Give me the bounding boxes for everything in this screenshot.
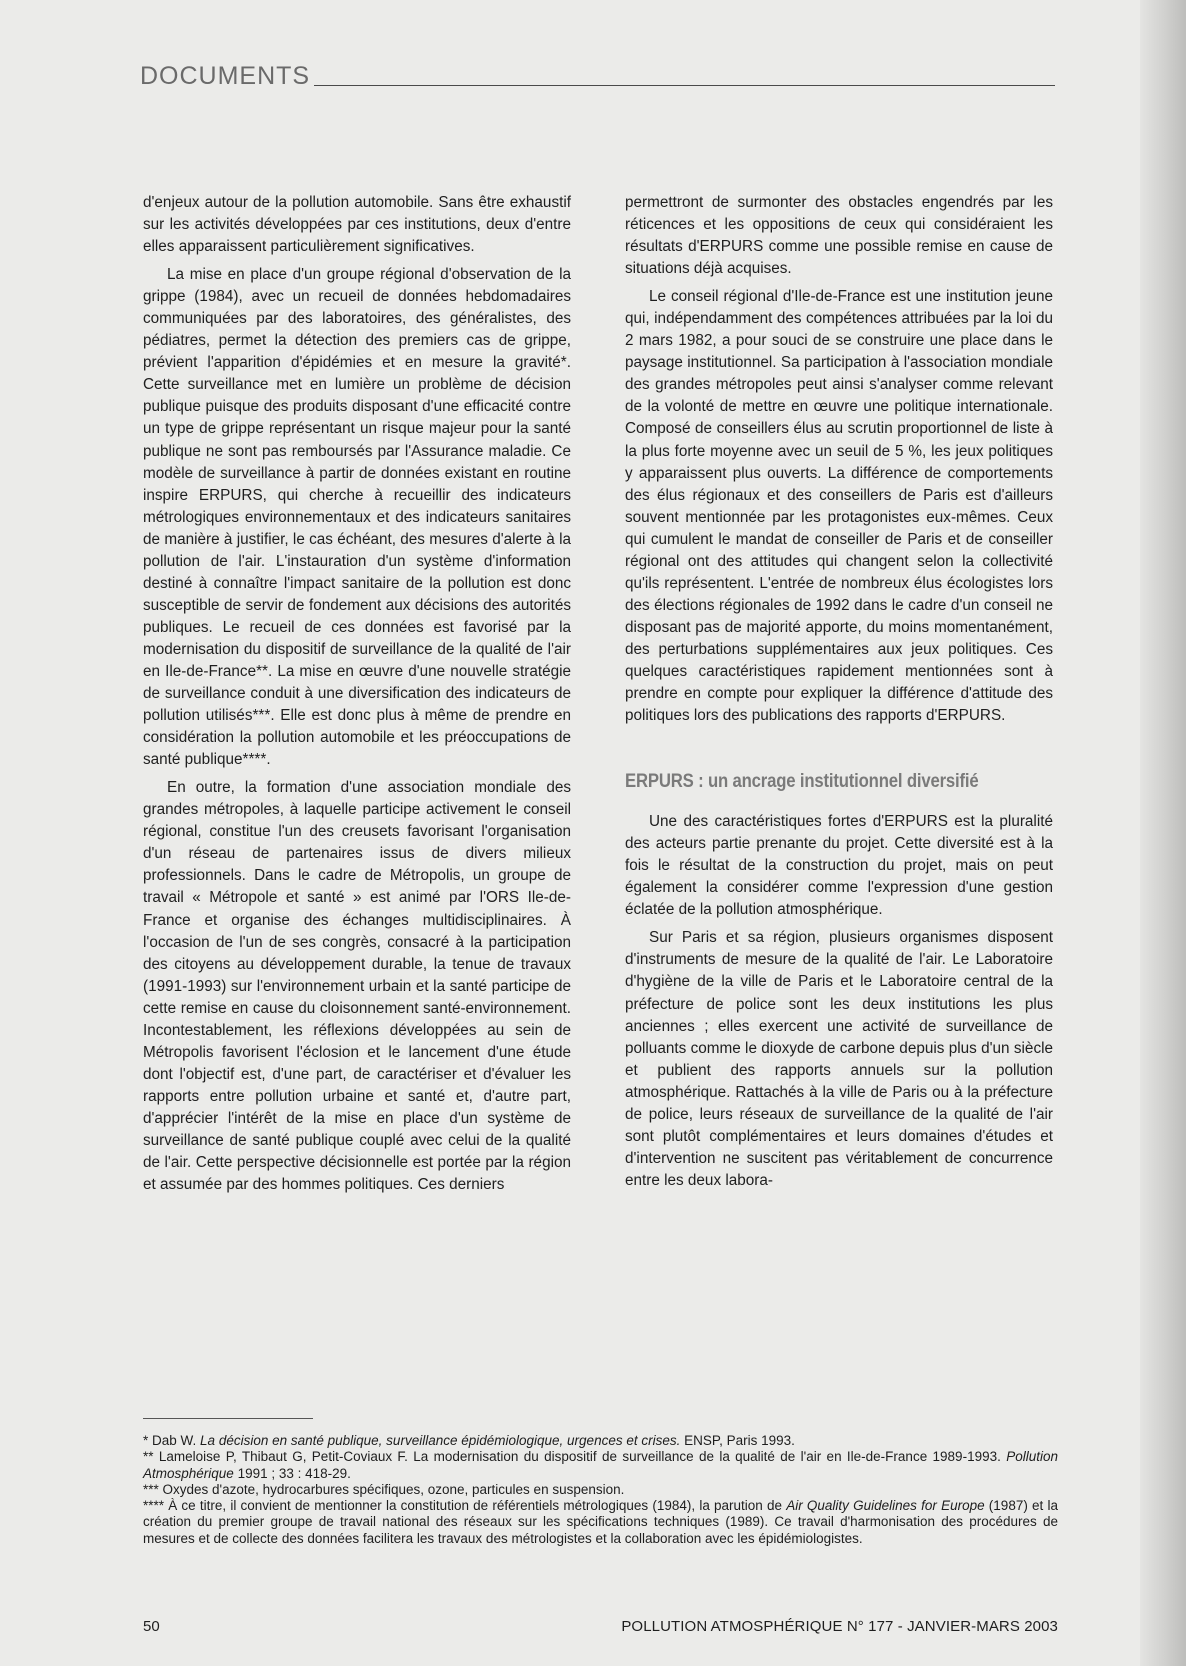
journal-citation: POLLUTION ATMOSPHÉRIQUE N° 177 - JANVIER-MARS 2003: [621, 1618, 1058, 1635]
footnote-marker: *: [143, 1433, 149, 1448]
running-header: [140, 64, 1055, 88]
footnote-title: La décision en santé publique, surveillance épidémiologique, urgences et crises.: [200, 1433, 681, 1448]
left-column: [143, 192, 571, 1202]
footnote-title: Air Quality Guidelines for Europe: [786, 1498, 985, 1514]
footnote: [143, 1433, 1058, 1449]
footnote-marker: ***: [143, 1481, 159, 1497]
footnote-text: ENSP, Paris 1993.: [680, 1433, 795, 1448]
footnote-text: 1991 ; 33 : 418-29.: [233, 1465, 351, 1481]
right-column: [625, 192, 1053, 1198]
paragraph: Sur Paris et sa région, plusieurs organismes disposent d'instruments de mesure de la qualité de l'air. Le Laboratoire d'hygiène de la ville de Paris et le Laboratoire central de la préfecture de police sont les deux institutions les plus anciennes ; elles exercent une activité de surveillance de polluants comme le dioxyde de carbone depuis plus d'un siècle et publient des rapports annuels sur la pollution atmosphérique. Rattachés à la ville de Paris ou à la préfecture de police, leurs réseaux de surveillance de la qualité de l'air sont plutôt complémentaires et leurs domaines d'études et d'intervention ne suscitent pas véritablement de concurrence entre les deux labora-: [625, 929, 1053, 1189]
footnote-separator: [143, 1418, 313, 1419]
footnote-title: Pollution Atmosphérique: [143, 1449, 1058, 1481]
footnote-marker: **: [143, 1449, 154, 1465]
footnote-marker: ****: [143, 1498, 165, 1514]
footnote-text: À ce titre, il convient de mentionner la constitution de référentiels métrologiques (1984), la parution de: [168, 1498, 787, 1514]
paragraph: Le conseil régional d'Ile-de-France est une institution jeune qui, indépendamment des compétences attribuées par la loi du 2 mars 1982, a pour souci de se construire une place dans le paysage institutionnel. Sa participation à l'association mondiale des grandes métropoles peut ainsi s'analyser comme relevant de la volonté de mettre en œuvre une politique internationale. Composé de conseillers élus au scrutin proportionnel de liste à la plus forte moyenne avec un seuil de 5 %, les jeux politiques y apparaissent plus ouverts. La différence de comportements des élus régionaux et des conseillers de Paris est d'ailleurs souvent mentionnée par les protagonistes eux-mêmes. Ceux qui cumulent le mandat de conseiller de Paris et de conseiller régional ont des attitudes qui changent selon la collectivité qu'ils représentent. L'entrée de nombreux élus écologistes lors des élections régionales de 1992 dans le cadre d'un conseil ne disposant pas de majorité apporte, du moins momentanément, des perturbations supplémentaires aux jeux politiques. Ces quelques caractéristiques rapidement mentionnées sont à prendre en compte pour expliquer la différence d'attitude des politiques lors des publications des rapports d'ERPURS.: [625, 288, 1053, 725]
footnote-text: Oxydes d'azote, hydrocarbures spécifiques, ozone, particules en suspension.: [162, 1481, 625, 1497]
paragraph: La mise en place d'un groupe régional d'observation de la grippe (1984), avec un recueil de données hebdomadaires communiquées par des laboratoires, des généralistes, des pédiatres, permet la détection des premiers cas de grippe, prévient l'apparition d'épidémies et en mesure la gravité*. Cette surveillance met en lumière un problème de décision publique puisque des produits disposant d'une efficacité contre un type de grippe représentant un risque majeur pour la santé publique ne sont pas remboursés par l'Assurance maladie. Ce modèle de surveillance à partir de données existant en routine inspire ERPURS, qui cherche à recueillir des indicateurs métrologiques environnementaux et des indicateurs sanitaires de manière à justifier, le cas échéant, des mesures d'alerte à la pollution de l'air. L'instauration d'un système d'information destiné à connaître l'impact sanitaire de la pollution est donc susceptible de servir de fondement aux décisions des autorités publiques. Le recueil de ces données est favorisé par la modernisation du dispositif de surveillance de la qualité de l'air en Ile-de-France**. La mise en œuvre d'une nouvelle stratégie de surveillance conduit à une diversification des indicateurs de pollution utilisés***. Elle est donc plus à même de prendre en considération la pollution automobile et les préoccupations de santé publique****.: [143, 266, 571, 769]
footnote: [143, 1482, 1058, 1498]
section-heading: ERPURS : un ancrage institutionnel diversifié: [625, 771, 979, 793]
paragraph: d'enjeux autour de la pollution automobile. Sans être exhaustif sur les activités développées par ces institutions, deux d'entre elles apparaissent particulièrement significatives.: [143, 194, 571, 256]
paragraph: permettront de surmonter des obstacles engendrés par les réticences et les oppositions de ceux qui considéraient les résultats d'ERPURS comme une possible remise en cause de situations déjà acquises.: [625, 194, 1053, 278]
footnote-text: Lameloise P, Thibaut G, Petit-Coviaux F. La modernisation du dispositif de surveillance de la qualité de l'air en Ile-de-France 1989-1993.: [158, 1449, 1007, 1465]
paragraph: En outre, la formation d'une association mondiale des grandes métropoles, à laquelle participe activement le conseil régional, constitue l'un des creusets favorisant l'organisation d'un réseau de partenaires issus de divers milieux professionnels. Dans le cadre de Métropolis, un groupe de travail « Métropole et santé » est animé par l'ORS Ile-de-France et organise des échanges multidisciplinaires. À l'occasion de l'un de ses congrès, consacré à la participation des citoyens au développement durable, la tenue de travaux (1991-1993) sur l'environnement urbain et la santé participe de cette remise en cause du cloisonnement santé-environnement. Incontestablement, les réflexions développées au sein de Métropolis favorisent l'éclosion et le lancement d'une étude dont l'objectif est, d'une part, de caractériser et d'évaluer les rapports entre pollution urbaine et santé et, d'autre part, d'apprécier l'intérêt de la mise en place d'un système de surveillance de santé publique couplé avec celui de la qualité de l'air. Cette perspective décisionnelle est portée par la région et assumée par des hommes politiques. Ces derniers: [143, 779, 571, 1194]
footnote-text: Dab W.: [152, 1433, 201, 1448]
footnotes: [143, 1433, 1058, 1547]
page-edge-shadow: [1140, 0, 1186, 1666]
paragraph: Une des caractéristiques fortes d'ERPURS est la pluralité des acteurs partie prenante du projet. Cette diversité est à la fois le résultat de la construction du projet, mais on peut également la considérer comme l'expression d'une gestion éclatée de la pollution atmosphérique.: [625, 813, 1053, 919]
page-number: 50: [143, 1618, 160, 1635]
footnote-text: (1987) et la création du premier groupe de travail national des réseaux sur les spécifications techniques (1989). Ce travail d'harmonisation des procédures de mesures et de collecte des données facilitera les travaux des métrologistes et la collaboration avec les épidémiologistes.: [143, 1498, 1058, 1546]
section-label: DOCUMENTS: [140, 62, 311, 90]
footnote: [143, 1498, 1058, 1547]
header-rule: [314, 85, 1055, 86]
footnote: [143, 1449, 1058, 1482]
